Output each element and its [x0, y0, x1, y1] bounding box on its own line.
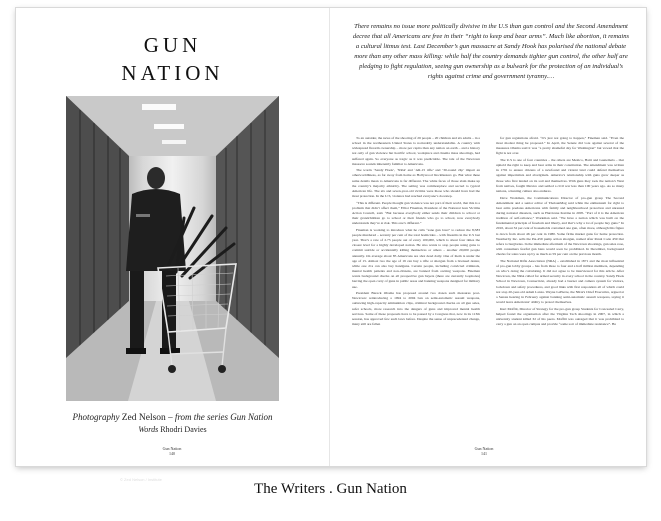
title-line-gun: GUN	[143, 33, 202, 57]
magazine-spread	[16, 8, 646, 482]
right-page	[330, 8, 646, 466]
right-folio-title: Gun Nation	[474, 446, 494, 451]
ceiling-light	[142, 104, 176, 110]
paragraph: The U.S is one of four countries – the others are Mexico, Haiti and Guatemala – that uphold the right to keep and bear arms in their constitution. The amendment was written in 1791 to ensure citizens of a newfound and violent land could defend themselves against imperialists and aboriginals. America’s relationship with guns grew deeper as those who first landed on its soil and themselves. With guns they took the nation’s West from natives, fought Mexico and settled a civil war less than 100 years ago. As so many nations, a hunting culture also endures.	[496, 158, 624, 193]
intro-standfirst: There remains no issue more politically divisive in the U.S than gun control and the Second Amendment decree that all Americans are free in their “right to keep and bear arms”. Much like abortion, it remains a cultural litmus test. Last December’s gun massacre at Sandy Hook has polarised the national debate more than any other mass killing: while half the country demands tighter gun control, the other half are pledging to fight regulation, seeing gun ownership as a bulwark for the protection of an individual’s rights against crime and government tyranny.…	[352, 23, 630, 80]
photo-caption	[16, 412, 329, 423]
paragraph: To an outsider, the news of the shooting of 26 people – 20 children and six adults – in a school in the northeastern United States is noticeably understandable. A country with widespread firearm ownership – more per capita than any nation on earth – and a history not only of gun violence but horrific school, workplace and cinema mass shootings, had suffered again. So everyone as tragic as it was predictable. The tale of the Newtown massacre sounds inherently familiar to Americans.	[352, 136, 480, 166]
title-line-nation: NATION	[121, 61, 224, 85]
photo-credit: © Zed Nelson / Institute	[120, 477, 162, 482]
paragraph: Kurt Moffitt, Director of Strategy for the pro-gun group Students for Concealed Carry, helped found the organisation after the Virginia Tech shootings in 2007, in which a university student killed 32 of his peers. Moffitt was outraged that it was prohibited to carry a gun on an open campus and provide “some sort of immediate resistance”. He	[496, 306, 624, 327]
right-folio-number: 141	[481, 451, 487, 456]
left-folio	[142, 446, 202, 456]
writer-name: Rhodri Davies	[160, 425, 207, 434]
left-folio-number: 140	[169, 451, 175, 456]
paragraph: The National Rifle Association (NRA) – established in 1871 and the most influential of pro-gun lobby groups – has from three to four and a half million members, depending on who’s doing the calculating. It did not agree to be interviewed for this article. After Newtown, the NRA called for armed security in every school in the country. Sandy Hook School in Newtown, Connecticut, already had a buzzer and camera system for visitors, lockdown and safety procedures, and good links with first responders all of which could not stop 20-year-old Adam Lanza. Wayne LaPierre, the NRA’s Chief Executive, argued at a Senate hearing in February against banning semi-automatic assault weapons, saying it would leave Americans’ ability to protect themselves.	[496, 258, 624, 305]
footer-caption: The Writers . Gun Nation	[254, 481, 407, 497]
paragraph: President Barack Obama has proposed around two dozen such measures post-Newtown: reintroducing a 1994 to 2004 ban on semi-automatic assault weapons, outlawing high-capacity ammunition clips, criminal background checks on all gun sales, safer schools, more research into the dangers of guns and improved mental health services. Some of these proposals have to be passed by a Congress that, now in its 113th session, has approved few such laws before. Despite the sense of unprecedented change, many still are fallen	[352, 291, 480, 327]
left-page	[16, 8, 330, 482]
photo-illustration	[66, 96, 279, 401]
caption-rest: – from the series	[165, 412, 231, 422]
paragraph: “This is different. People thought gun violence was not part of their world, that this is a problem that didn’t affect them,” Elliot Fineman, President of the National Gun Victims Action Council, said. “But because everybody either sends their children to school or their grandchildren go to school or their friends who go to school, now everybody understands they’re at risk. This one’s different.”	[352, 200, 480, 226]
paragraph: Dave Workman, the Communications Director of pro-gun group The Second Amendment and a senior editor of TheGunMag said while the enthusiasm for right to bear arms predates Americans with family and neighbourhood protection and unrested during national disasters, such as Hurricane Katrina in 2005. “Part of it is the American tradition of self-reliance,” Workman said. “We have a nation which was built on the fundamental principle of freedom and liberty, and that’s why a lot of people buy guns.” In 2010, about 32 per cent of households contained one gun, often more, although this figure is down from about 46 per cent in 1980. Some firms market guns for home protection. Weatherby Inc. sells the PA-459 pump action shotgun, named after Penal Code 459 that refers to burglaries. In the immediate aftermath of the Newtown shootings, gun sales rose, with consumers fearful gun bans would soon be prohibited. In December, background checks for sales were up by as much as 59 per cent on the previous month.	[496, 195, 624, 257]
right-folio	[454, 446, 514, 456]
caption-prefix: Photography	[72, 412, 120, 422]
article-column-1	[352, 136, 480, 329]
words-label: Words	[138, 425, 159, 434]
left-folio-title: Gun Nation	[162, 446, 182, 451]
article-column-2	[496, 136, 624, 329]
paragraph: The words ‘Sandy Hook’, ‘NRA’ and ‘AR-15 rifle’ and ’30-round clip’ impart an otherworldliness, as far away from home as Hollywood blockbusters go. But what these same details mean to Americans is far different. The white faces of those slain make up the country’s majority ethnicity. The setting was commonplace and sacred to typical American life. The six and seven-year-old victims were those who should have had the most protection. In the U.S, violence had reached everyone’s doorstep.	[352, 168, 480, 199]
paragraph: for gun regulations afraid. “It’s just not going to happen,” Fineman said. “Even the most modest thing he proposed.” In April, the Senate did vote against several of the measures Obama said it was “a pretty shameful day for Washington” but vowed that the fight is not over.	[496, 136, 624, 156]
series-name: Gun Nation	[230, 412, 273, 422]
writer-credit	[16, 425, 329, 434]
man-head	[147, 167, 165, 189]
paragraph: Fineman is working to introduce what he calls “sane gun laws” to reduce the 8,583 people murdered – seventy per cent of the total homicides – with firearms in the U.S last year. That’s a rate of 2.75 people out of every 100,000, which is about four times the closest level for a highly developed nation. He also wants to stop people using guns to commit suicide or accidentally killing themselves or others – another 20,000 people annually. On average about 85 Americans are shot dead daily. One of them is under the age of 15. Almost two the age of 19 can buy a rifle or shotgun from a licensed dealer, while one 21s can also buy handguns. Certain people, including convicted criminals, mental health patients and non-citizens, are banned from owning weapons. Fineman wants background checks on all prospective gun buyers (there are currently loopholes) barring the open carry of guns in public areas and banning weapons designed for military use.	[352, 227, 480, 289]
photographer-name: Zed Nelson	[121, 413, 166, 423]
